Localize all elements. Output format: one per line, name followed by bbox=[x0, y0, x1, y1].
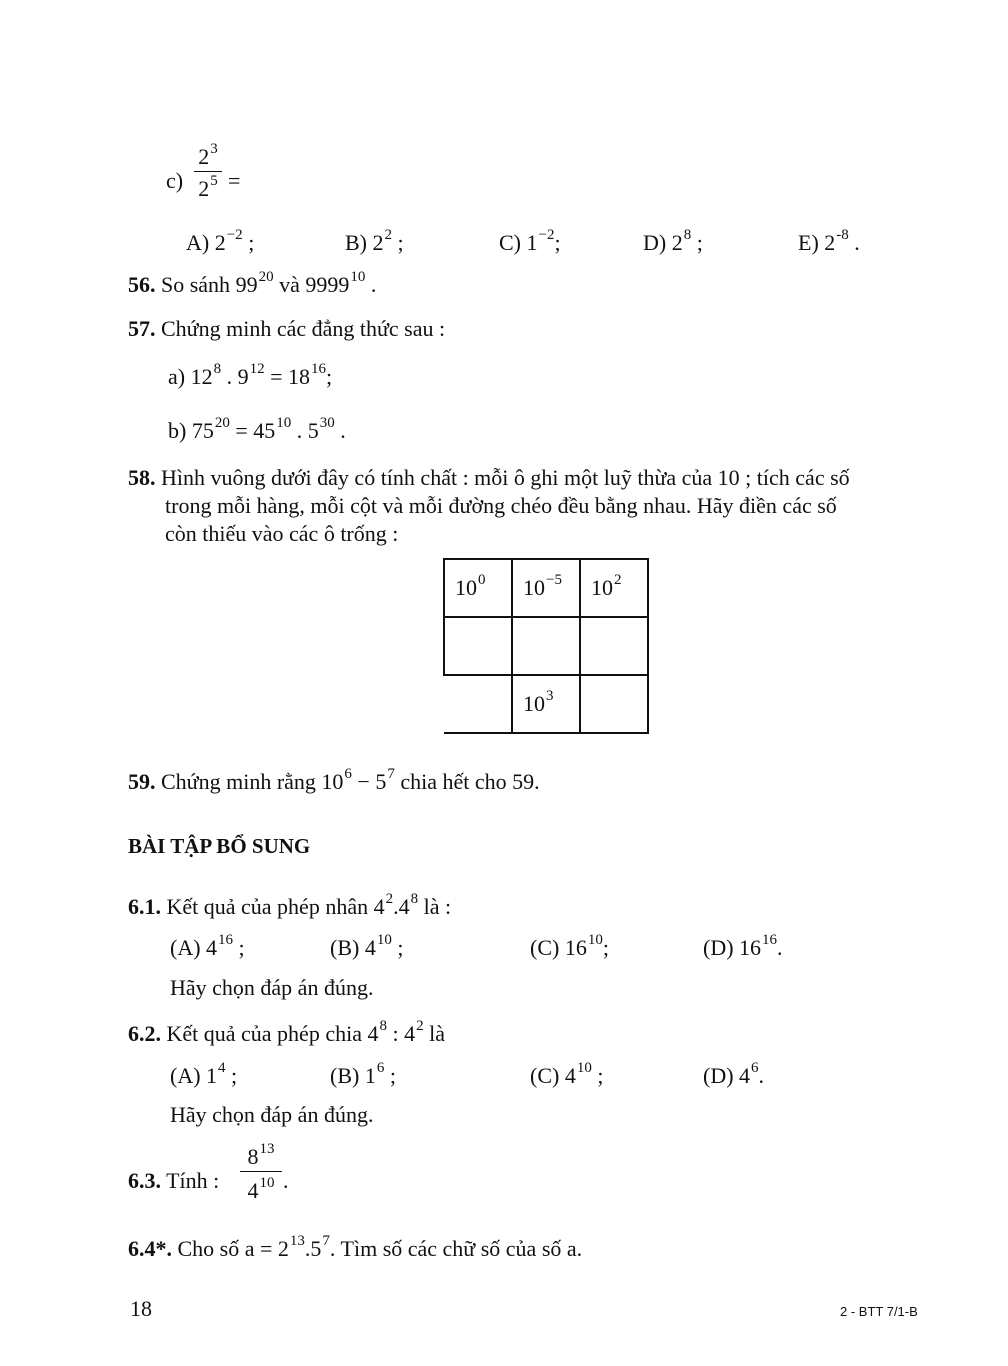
q55c-equals: = bbox=[228, 168, 241, 193]
q57-heading: 57. Chứng minh các đẳng thức sau : bbox=[128, 316, 446, 341]
grid-cell-r3c2: $10^3$ bbox=[512, 675, 580, 733]
q63-end: . bbox=[283, 1168, 289, 1193]
grid-cell-r3c1 bbox=[444, 675, 512, 733]
q55c-option-b: B) $2^2$ ; bbox=[345, 227, 404, 255]
grid-cell-r1c1: $10^0$ bbox=[444, 559, 512, 617]
q61-option-a: (A) $4^{16}$ ; bbox=[170, 932, 245, 960]
q55c-option-a: A) $2^{-2}$ ; bbox=[186, 227, 255, 255]
q56: 56. So sánh $99^{20}$ và 9999$^{10}$ . bbox=[128, 269, 377, 297]
magic-square-grid bbox=[443, 558, 649, 734]
q61-option-b: (B) $4^{10}$ ; bbox=[330, 932, 404, 960]
q61-option-d: (D) $16^{16}$. bbox=[703, 932, 783, 960]
q63-fraction: $8^{13}$ $4^{10}$ bbox=[240, 1146, 282, 1202]
q62-option-c: (C) $4^{10}$ ; bbox=[530, 1060, 604, 1088]
q55c-label: c) bbox=[166, 168, 184, 193]
page-number: 18 bbox=[130, 1296, 152, 1321]
q62-option-d: (D) $4^6$. bbox=[703, 1060, 765, 1088]
book-code: 2 - BTT 7/1-B bbox=[840, 1304, 918, 1319]
q64: 6.4*. Cho số $a = 2^{13}.5^7$. Tìm số các chữ số của số a. bbox=[128, 1233, 583, 1261]
grid-cell-r2c1 bbox=[444, 617, 512, 675]
section-title: BÀI TẬP BỔ SUNG bbox=[128, 834, 311, 858]
q62-option-a: (A) $1^4$ ; bbox=[170, 1060, 238, 1088]
q58-line2: trong mỗi hàng, mỗi cột và mỗi đường chéo đều bằng nhau. Hãy điền các số bbox=[165, 493, 837, 518]
q62-instruction: Hãy chọn đáp án đúng. bbox=[170, 1102, 374, 1127]
q62-heading: 6.2. Kết quả của phép chia $4^8$ : $4^2$ là bbox=[128, 1018, 445, 1046]
q59: 59. Chứng minh rằng $10^6 - 5^7$ chia hết cho 59. bbox=[128, 766, 540, 794]
q63-label: 6.3. Tính : bbox=[128, 1168, 220, 1193]
q61-option-c: (C) $16^{10}$; bbox=[530, 932, 609, 960]
grid-cell-r1c2: $10^{-5}$ bbox=[512, 559, 580, 617]
q58-line1: 58. Hình vuông dưới đây có tính chất : mỗi ô ghi một luỹ thừa của 10 ; tích các số bbox=[128, 465, 850, 490]
grid-cell-r3c3 bbox=[580, 675, 648, 733]
grid-cell-r1c3: $10^2$ bbox=[580, 559, 648, 617]
grid-cell-r2c3 bbox=[580, 617, 648, 675]
q61-heading: 6.1. Kết quả của phép nhân $4^2.4^8$ là : bbox=[128, 891, 452, 919]
q58-line3: còn thiếu vào các ô trống : bbox=[165, 521, 399, 546]
q62-option-b: (B) $1^6$ ; bbox=[330, 1060, 396, 1088]
q55c-option-c: C) $1^{-2}$; bbox=[499, 227, 561, 255]
q57-a: a) $12^8$ . $9^{12} = 18^{16}$; bbox=[168, 361, 333, 389]
grid-cell-r2c2 bbox=[512, 617, 580, 675]
q61-instruction: Hãy chọn đáp án đúng. bbox=[170, 975, 374, 1000]
q57-b: b) $75^{20} = 45^{10}$ . $5^{30}$ . bbox=[168, 415, 346, 443]
q55c-option-d: D) $2^8$ ; bbox=[643, 227, 703, 255]
q55c-option-e: E) $2^{-8}$ . bbox=[798, 227, 860, 255]
q55c-fraction: $2^3$ $2^5$ bbox=[194, 146, 222, 200]
